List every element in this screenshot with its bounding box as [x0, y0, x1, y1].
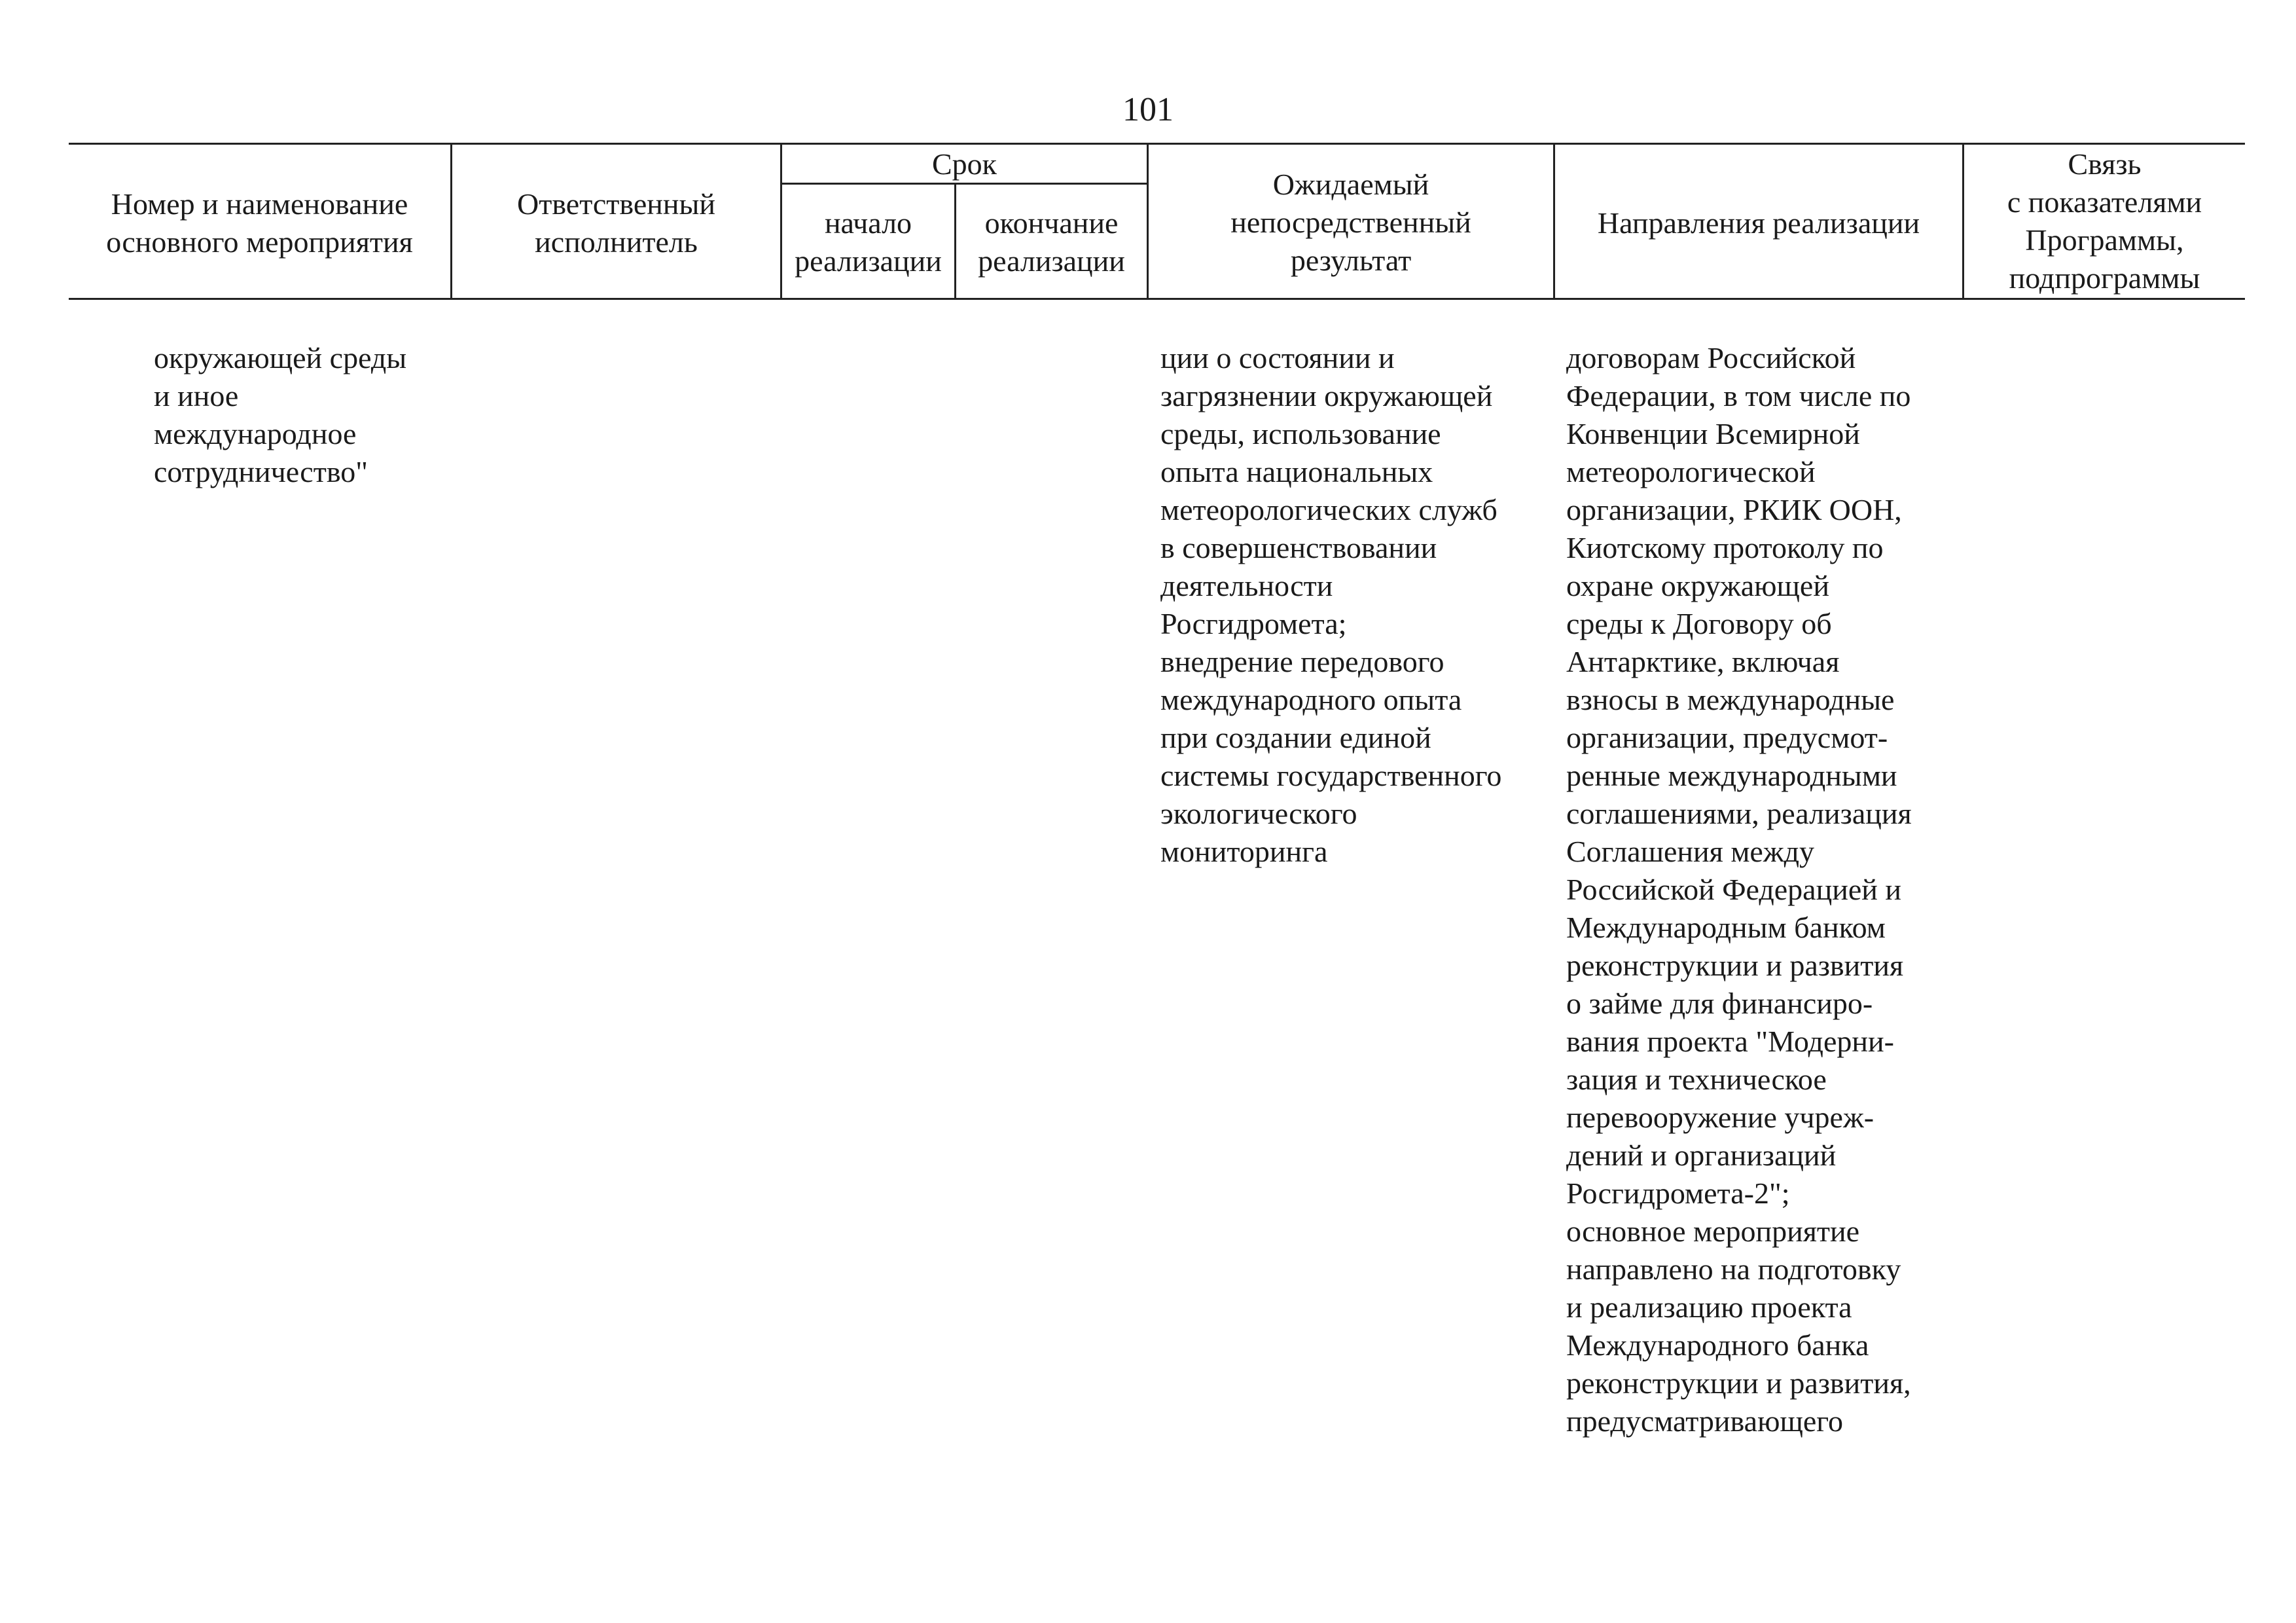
- header-srok-group: Срок: [931, 147, 997, 181]
- body-col-expected-result: [1160, 339, 1501, 871]
- text-line: международное: [154, 417, 357, 450]
- text-line: о займе для финансиро-: [1566, 987, 1873, 1020]
- page-number: 101: [1122, 91, 1174, 128]
- header-start: [782, 204, 954, 280]
- text-line: договорам Российской: [1566, 341, 1856, 374]
- header-number-and-name: [69, 185, 450, 261]
- header-line: Ожидаемый: [1272, 168, 1429, 201]
- header-link-indicators: [1964, 145, 2245, 297]
- text-line: системы государственного: [1160, 759, 1502, 792]
- text-line: вания проекта "Модерни-: [1566, 1025, 1894, 1058]
- text-line: загрязнении окружающей: [1160, 379, 1493, 412]
- text-line: мониторинга: [1160, 835, 1328, 868]
- header-line: подпрограммы: [2009, 261, 2200, 295]
- text-line: метеорологической: [1566, 455, 1816, 488]
- text-line: реконструкции и развития: [1566, 949, 1904, 982]
- text-line: метеорологических служб: [1160, 493, 1498, 526]
- text-line: дений и организаций: [1566, 1139, 1837, 1172]
- text-line: Росгидромета;: [1160, 607, 1347, 640]
- header-line: Ответственный: [517, 187, 715, 221]
- header-end: [956, 204, 1147, 280]
- text-line: основное мероприятие: [1566, 1214, 1860, 1248]
- header-line: окончание: [984, 206, 1119, 240]
- header-directions: [1555, 204, 1962, 242]
- text-line: Антарктике, включая: [1566, 645, 1840, 678]
- text-line: в совершенствовании: [1160, 531, 1437, 564]
- header-line: основного мероприятия: [106, 225, 413, 259]
- header-line: реализации: [795, 244, 942, 278]
- table-top-rule: [69, 143, 2245, 145]
- text-line: направлено на подготовку: [1566, 1252, 1901, 1286]
- text-line: международного опыта: [1160, 683, 1462, 716]
- header-line: Направления реализации: [1597, 206, 1920, 240]
- text-line: внедрение передового: [1160, 645, 1444, 678]
- text-line: опыта национальных: [1160, 455, 1433, 488]
- header-line: с показателями: [2007, 185, 2202, 219]
- text-line: взносы в международные: [1566, 683, 1895, 716]
- text-line: организации, предусмот-: [1566, 721, 1888, 754]
- text-line: и иное: [154, 379, 239, 412]
- text-line: Международным банком: [1566, 911, 1886, 944]
- header-line: непосредственный: [1230, 206, 1471, 239]
- text-line: соглашениями, реализация: [1566, 797, 1912, 830]
- text-line: среды к Договору об: [1566, 607, 1832, 640]
- header-line: результат: [1290, 244, 1412, 277]
- text-line: Соглашения между: [1566, 835, 1815, 868]
- header-line: Номер и наименование: [111, 187, 408, 221]
- header-responsible: [452, 185, 780, 261]
- text-line: окружающей среды: [154, 341, 407, 374]
- text-line: деятельности: [1160, 569, 1333, 602]
- header-line: реализации: [978, 244, 1125, 278]
- text-line: ции о состоянии и: [1160, 341, 1395, 374]
- header-expected-result: [1149, 166, 1553, 280]
- text-line: ренные международными: [1566, 759, 1897, 792]
- header-line: начало: [824, 206, 912, 240]
- text-line: Конвенции Всемирной: [1566, 417, 1860, 450]
- text-line: Международного банка: [1566, 1328, 1869, 1362]
- text-line: зация и техническое: [1566, 1063, 1827, 1096]
- text-line: при создании единой: [1160, 721, 1431, 754]
- header-line: исполнитель: [535, 225, 698, 259]
- text-line: организации, РКИК ООН,: [1566, 493, 1902, 526]
- header-line: Программы,: [2025, 223, 2184, 257]
- text-line: сотрудничество": [154, 455, 368, 488]
- text-line: охране окружающей: [1566, 569, 1829, 602]
- text-line: перевооружение учреж-: [1566, 1101, 1874, 1134]
- text-line: предусматривающего: [1566, 1404, 1844, 1438]
- body-col-activity-name: [154, 339, 406, 491]
- text-line: Росгидромета-2";: [1566, 1176, 1790, 1210]
- header-bottom-rule: [69, 298, 2245, 300]
- text-line: Киотскому протоколу по: [1566, 531, 1884, 564]
- text-line: реконструкции и развития,: [1566, 1366, 1911, 1400]
- text-line: и реализацию проекта: [1566, 1290, 1852, 1324]
- body-col-directions: [1566, 339, 1912, 1440]
- text-line: экологического: [1160, 797, 1357, 830]
- text-line: Российской Федерацией и: [1566, 873, 1901, 906]
- header-line: Связь: [2068, 147, 2142, 181]
- text-line: среды, использование: [1160, 417, 1441, 450]
- text-line: Федерации, в том числе по: [1566, 379, 1911, 412]
